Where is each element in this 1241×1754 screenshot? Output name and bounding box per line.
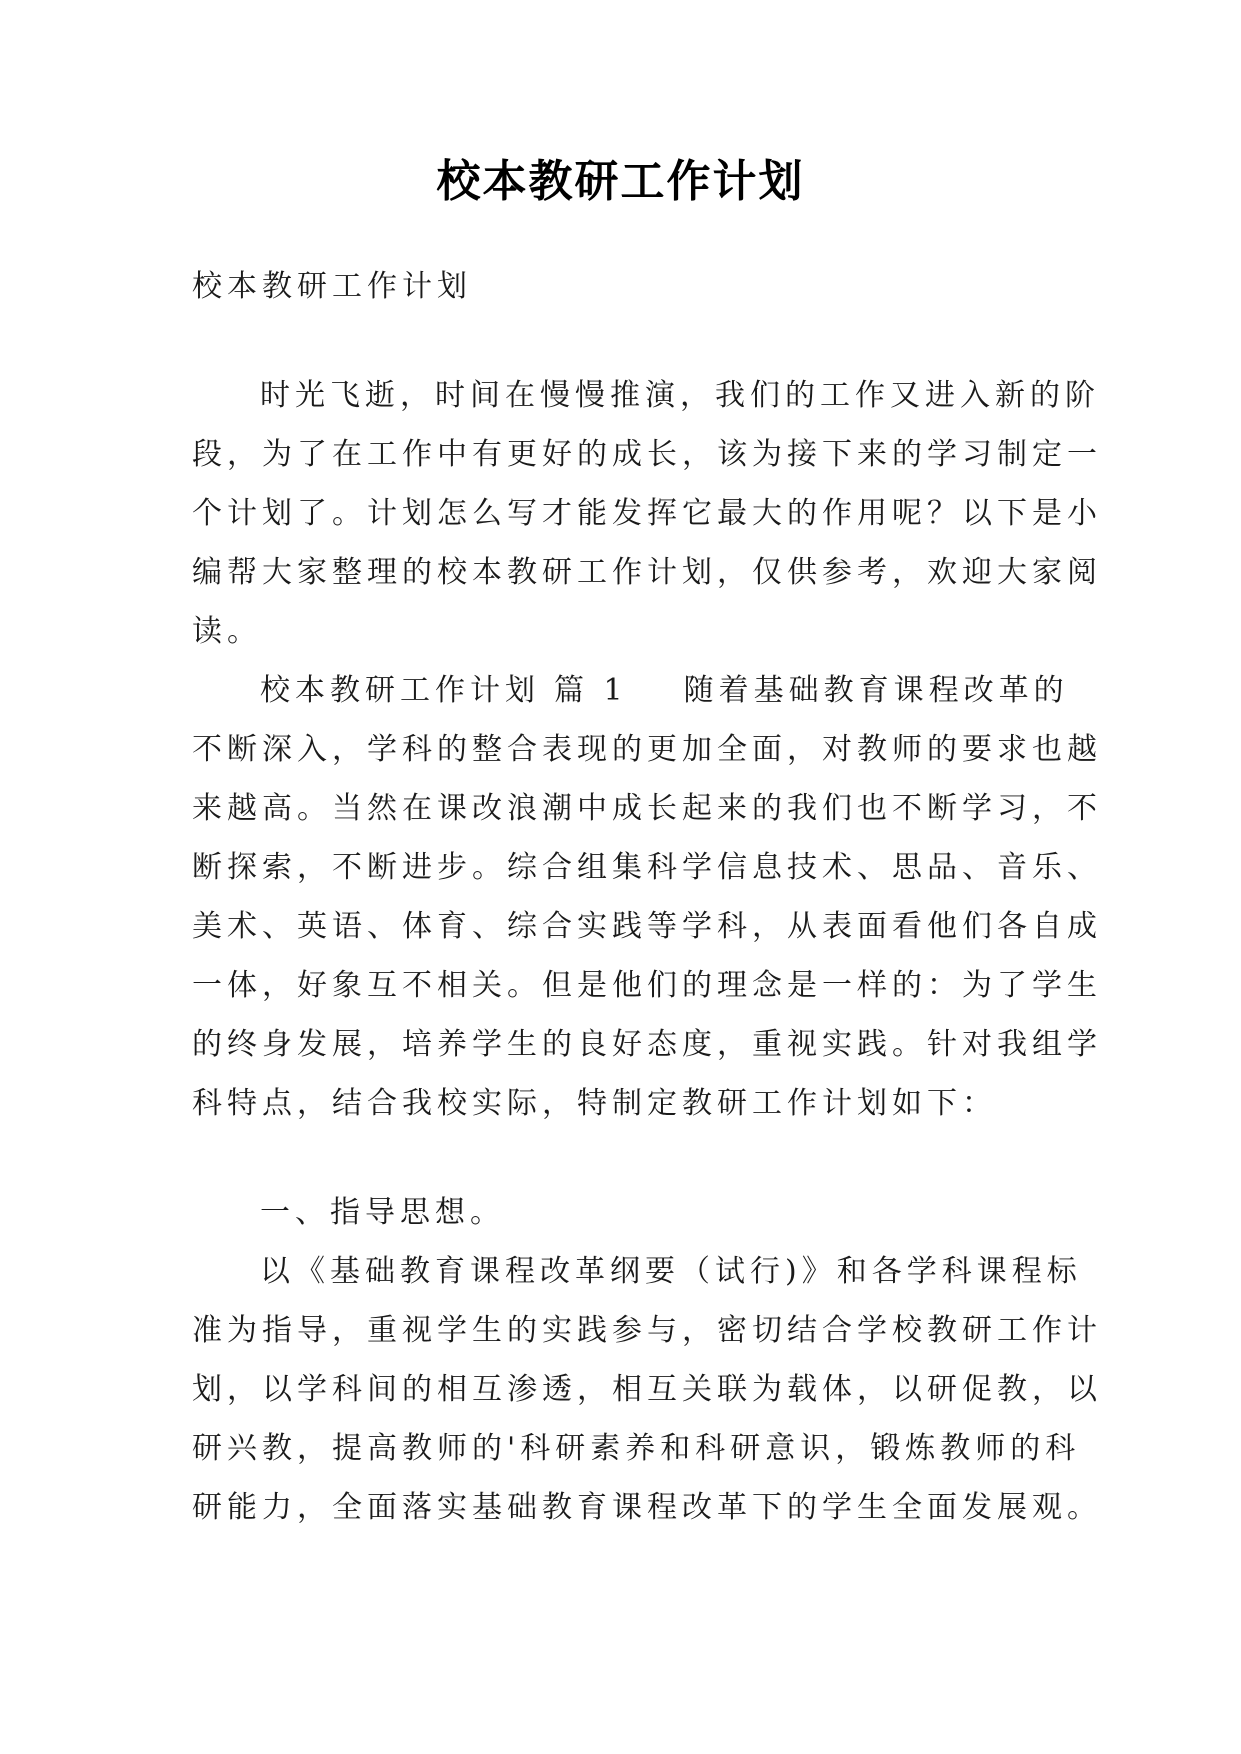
section-one-paragraph <box>192 661 1102 1133</box>
spacer <box>192 1133 1072 1183</box>
paragraph-line: 科特点，结合我校实际，特制定教研工作计划如下： <box>192 1086 997 1121</box>
paragraph-line: 研兴教，提高教师的'科研素养和科研意识，锻炼教师的科 <box>192 1431 1081 1466</box>
paragraph-line: 美术、英语、体育、综合实践等学科，从表面看他们各自成 <box>192 909 1102 944</box>
section-one-first-line <box>192 661 1072 720</box>
guiding-heading: 一、指导思想。 <box>260 1195 505 1230</box>
paragraph-line: 的终身发展，培养学生的良好态度，重视实践。针对我组学 <box>192 1027 1102 1062</box>
paragraph-line: 读。 <box>192 614 262 649</box>
paragraph-line: 来越高。当然在课改浪潮中成长起来的我们也不断学习，不 <box>192 791 1102 826</box>
section-heading: 校本教研工作计划 <box>260 673 540 708</box>
section-label: 篇 <box>554 673 589 708</box>
document-subtitle: 校本教研工作计划 <box>192 269 472 304</box>
paragraph-line: 划，以学科间的相互渗透，相互关联为载体，以研促教，以 <box>192 1372 1102 1407</box>
paragraph-line: 一体，好象互不相关。但是他们的理念是一样的：为了学生 <box>192 968 1102 1003</box>
section-number: 1 <box>603 673 628 708</box>
paragraph-line: 时光飞逝，时间在慢慢推演，我们的工作又进入新的阶 <box>260 378 1100 413</box>
paragraph-line: 以《基础教育课程改革纲要（试行)》和各学科课程标 <box>260 1254 1082 1289</box>
paragraph-line: 断探索，不断进步。综合组集科学信息技术、思品、音乐、 <box>192 850 1102 885</box>
intro-paragraph <box>192 366 1102 661</box>
paragraph-line: 准为指导，重视学生的实践参与，密切结合学校教研工作计 <box>192 1313 1102 1348</box>
document-body <box>192 257 1102 1537</box>
paragraph-line: 个计划了。计划怎么写才能发挥它最大的作用呢？以下是小 <box>192 496 1102 531</box>
spacer <box>192 316 1072 366</box>
paragraph-line: 研能力，全面落实基础教育课程改革下的学生全面发展观。 <box>192 1490 1102 1525</box>
paragraph-text: 随着基础教育课程改革的 <box>683 673 1069 708</box>
document-title: 校本教研工作计划 <box>436 156 805 207</box>
paragraph-line: 不断深入，学科的整合表现的更加全面，对教师的要求也越 <box>192 732 1102 767</box>
paragraph-line: 段，为了在工作中有更好的成长，该为接下来的学习制定一 <box>192 437 1102 472</box>
paragraph-line: 编帮大家整理的校本教研工作计划，仅供参考，欢迎大家阅 <box>192 555 1102 590</box>
guiding-paragraph <box>192 1242 1102 1537</box>
